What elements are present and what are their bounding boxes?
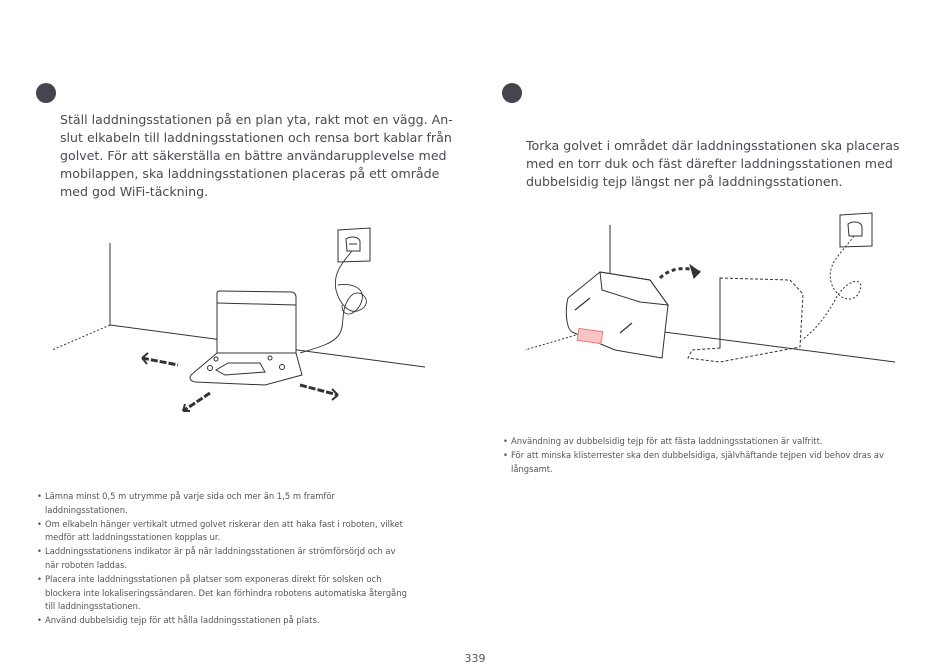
step-marker-left [36,83,56,103]
step-marker-right [502,83,522,103]
left-line: mobilappen, ska laddningsstationen placeras på ett område [60,166,440,181]
note-line: medför att laddningsstationen kopplas ur. [45,532,221,543]
left-line: golvet. För att säkerställa en bättre användarupplevelse med [60,148,447,163]
left-notes-list [37,490,407,628]
note-item [37,614,407,628]
note-line: • För att minska klisterrester ska den dubbelsidiga, självhäftande tejpen vid behov dras av [511,449,885,460]
note-line: • Användning av dubbelsidig tejp för att fästa laddningsstationen är valfritt. [511,436,823,446]
note-item [37,518,407,546]
note-line: blockera inte lokaliseringssändaren. Det kan förhindra robotens automatiska återgång [45,587,407,598]
note-line: • Om elkabeln hänger vertikalt utmed golvet riskerar den att haka fast i roboten, vilket [45,518,403,529]
left-instruction-text [60,111,453,201]
right-instruction-text [526,137,900,191]
left-illustration [50,225,430,425]
note-line: • Lämna minst 0,5 m utrymme på varje sida och mer än 1,5 m framför [45,491,335,501]
note-line: laddningsstationen. [45,504,128,515]
left-line: slut elkabeln till laddningsstationen och rensa bort kablar från [60,130,452,145]
note-line: långsamt. [511,463,553,474]
left-line: Ställ laddningsstationen på en plan yta, rakt mot en vägg. An- [60,112,453,127]
note-line: • Placera inte laddningsstationen på platser som exponeras direkt för solsken och [45,573,382,584]
note-line: när roboten laddas. [45,559,128,570]
left-line: med god WiFi-täckning. [60,184,209,199]
right-illustration [520,210,900,380]
note-item [37,545,407,573]
page-number: 339 [464,652,486,665]
right-line: dubbelsidig tejp längst ner på laddningsstationen. [526,174,843,189]
note-line: till laddningsstationen. [45,601,141,612]
note-line: • Använd dubbelsidig tejp för att hålla laddningsstationen på plats. [45,615,320,626]
note-item [503,435,884,449]
note-item [503,449,884,477]
right-line: med en torr duk och fäst därefter laddningsstationen med [526,156,893,171]
note-item [37,573,407,614]
note-line: • Laddningsstationens indikator är på när laddningsstationen är strömförsörjd och av [45,546,396,557]
right-notes-list [503,435,884,476]
note-item [37,490,407,518]
right-line: Torka golvet i området där laddningsstationen ska placeras [526,138,900,153]
